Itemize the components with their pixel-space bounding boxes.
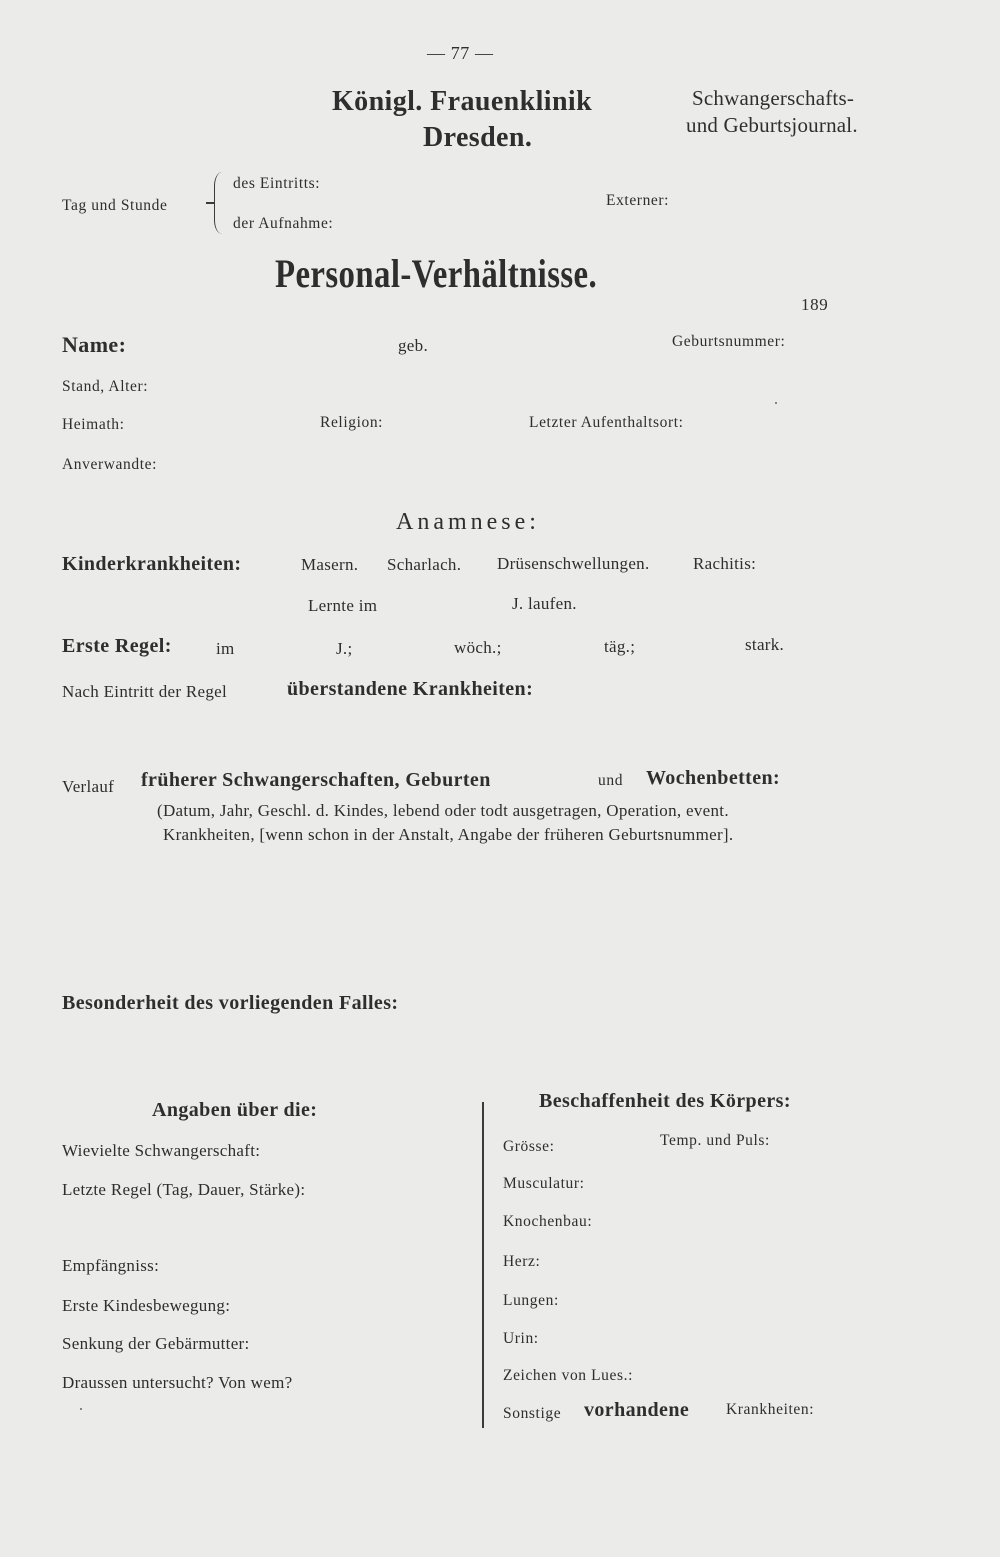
koerper-title: Beschaffenheit des Körpers: — [539, 1090, 791, 1112]
rachitis-label: Rachitis: — [693, 554, 757, 573]
eintritt-label: des Eintritts: — [233, 175, 321, 192]
koerper-knochenbau: Knochenbau: — [503, 1213, 593, 1230]
koerper-musculatur: Musculatur: — [503, 1175, 585, 1192]
laufen-label: J. laufen. — [512, 594, 577, 613]
print-speck — [775, 402, 777, 404]
name-label: Name: — [62, 332, 127, 357]
angaben-kindesbewegung: Erste Kindesbewegung: — [62, 1296, 231, 1315]
frueherer-schwangerschaften-label: früherer Schwangerschaften, Geburten — [141, 769, 491, 791]
scharlach-label: Scharlach. — [387, 555, 462, 574]
wochenbetten-label: Wochenbetten: — [646, 767, 781, 789]
anverwandte-label: Anverwandte: — [62, 456, 158, 473]
angaben-empfaengniss: Empfängniss: — [62, 1256, 160, 1275]
besonderheit-label: Besonderheit des vorliegenden Falles: — [62, 992, 399, 1014]
aufnahme-label: der Aufnahme: — [233, 215, 334, 232]
brace-bracket — [214, 172, 225, 234]
personal-verhaeltnisse-title: Personal-Verhältnisse. — [275, 251, 598, 296]
religion-label: Religion: — [320, 414, 384, 431]
koerper-krankheiten: Krankheiten: — [726, 1401, 815, 1418]
stand-alter-label: Stand, Alter: — [62, 378, 149, 395]
heimath-label: Heimath: — [62, 416, 125, 433]
regel-stark: stark. — [745, 635, 785, 654]
anamnese-title: Anamnese: — [396, 509, 540, 535]
erste-regel-label: Erste Regel: — [62, 635, 172, 657]
year-prefix: 189 — [801, 295, 829, 314]
externer-label: Externer: — [606, 192, 670, 209]
regel-j: J.; — [336, 639, 353, 658]
nach-eintritt-label: Nach Eintritt der Regel — [62, 682, 228, 701]
regel-woech: wöch.; — [454, 638, 502, 657]
ueberstandene-krankheiten-label: überstandene Krankheiten: — [287, 678, 534, 700]
masern-label: Masern. — [301, 555, 359, 574]
verlauf-note-line2: Krankheiten, [wenn schon in der Anstalt, Angabe der früheren Geburtsnummer]. — [163, 825, 734, 844]
geburtsnummer-label: Geburtsnummer: — [672, 333, 786, 350]
angaben-draussen: Draussen untersucht? Von wem? — [62, 1373, 293, 1392]
journal-title-line2: und Geburtsjournal. — [686, 113, 858, 137]
koerper-lungen: Lungen: — [503, 1292, 559, 1309]
kinderkrankheiten-label: Kinderkrankheiten: — [62, 553, 242, 575]
clinic-city: Dresden. — [423, 122, 533, 153]
koerper-lues: Zeichen von Lues.: — [503, 1367, 634, 1384]
tag-und-stunde-label: Tag und Stunde — [62, 197, 168, 214]
column-divider — [482, 1102, 484, 1428]
clinic-name: Königl. Frauenklinik — [332, 86, 593, 117]
regel-im: im — [216, 639, 235, 658]
angaben-senkung: Senkung der Gebärmutter: — [62, 1334, 250, 1353]
angaben-schwangerschaft: Wievielte Schwangerschaft: — [62, 1141, 261, 1160]
druesenschwellungen-label: Drüsenschwellungen. — [497, 554, 650, 573]
page-number: — 77 — — [427, 43, 494, 63]
koerper-herz: Herz: — [503, 1253, 541, 1270]
angaben-letzte-regel: Letzte Regel (Tag, Dauer, Stärke): — [62, 1180, 306, 1199]
koerper-vorhandene: vorhandene — [584, 1399, 690, 1421]
koerper-urin: Urin: — [503, 1330, 539, 1347]
aufenthaltsort-label: Letzter Aufenthaltsort: — [529, 414, 684, 431]
print-speck — [80, 1408, 82, 1410]
koerper-groesse: Grösse: — [503, 1138, 555, 1155]
brace-tip — [206, 202, 215, 204]
geb-label: geb. — [398, 336, 428, 355]
verlauf-note-line1: (Datum, Jahr, Geschl. d. Kindes, lebend oder todt ausgetragen, Operation, event. — [157, 801, 729, 820]
verlauf-label: Verlauf — [62, 777, 115, 796]
koerper-sonstige: Sonstige — [503, 1405, 562, 1422]
und-label: und — [598, 772, 624, 789]
angaben-title: Angaben über die: — [152, 1099, 318, 1121]
lernte-label: Lernte im — [308, 596, 378, 615]
regel-taeg: täg.; — [604, 637, 636, 656]
journal-title-line1: Schwangerschafts- — [692, 86, 855, 110]
koerper-temp-puls: Temp. und Puls: — [660, 1132, 770, 1149]
